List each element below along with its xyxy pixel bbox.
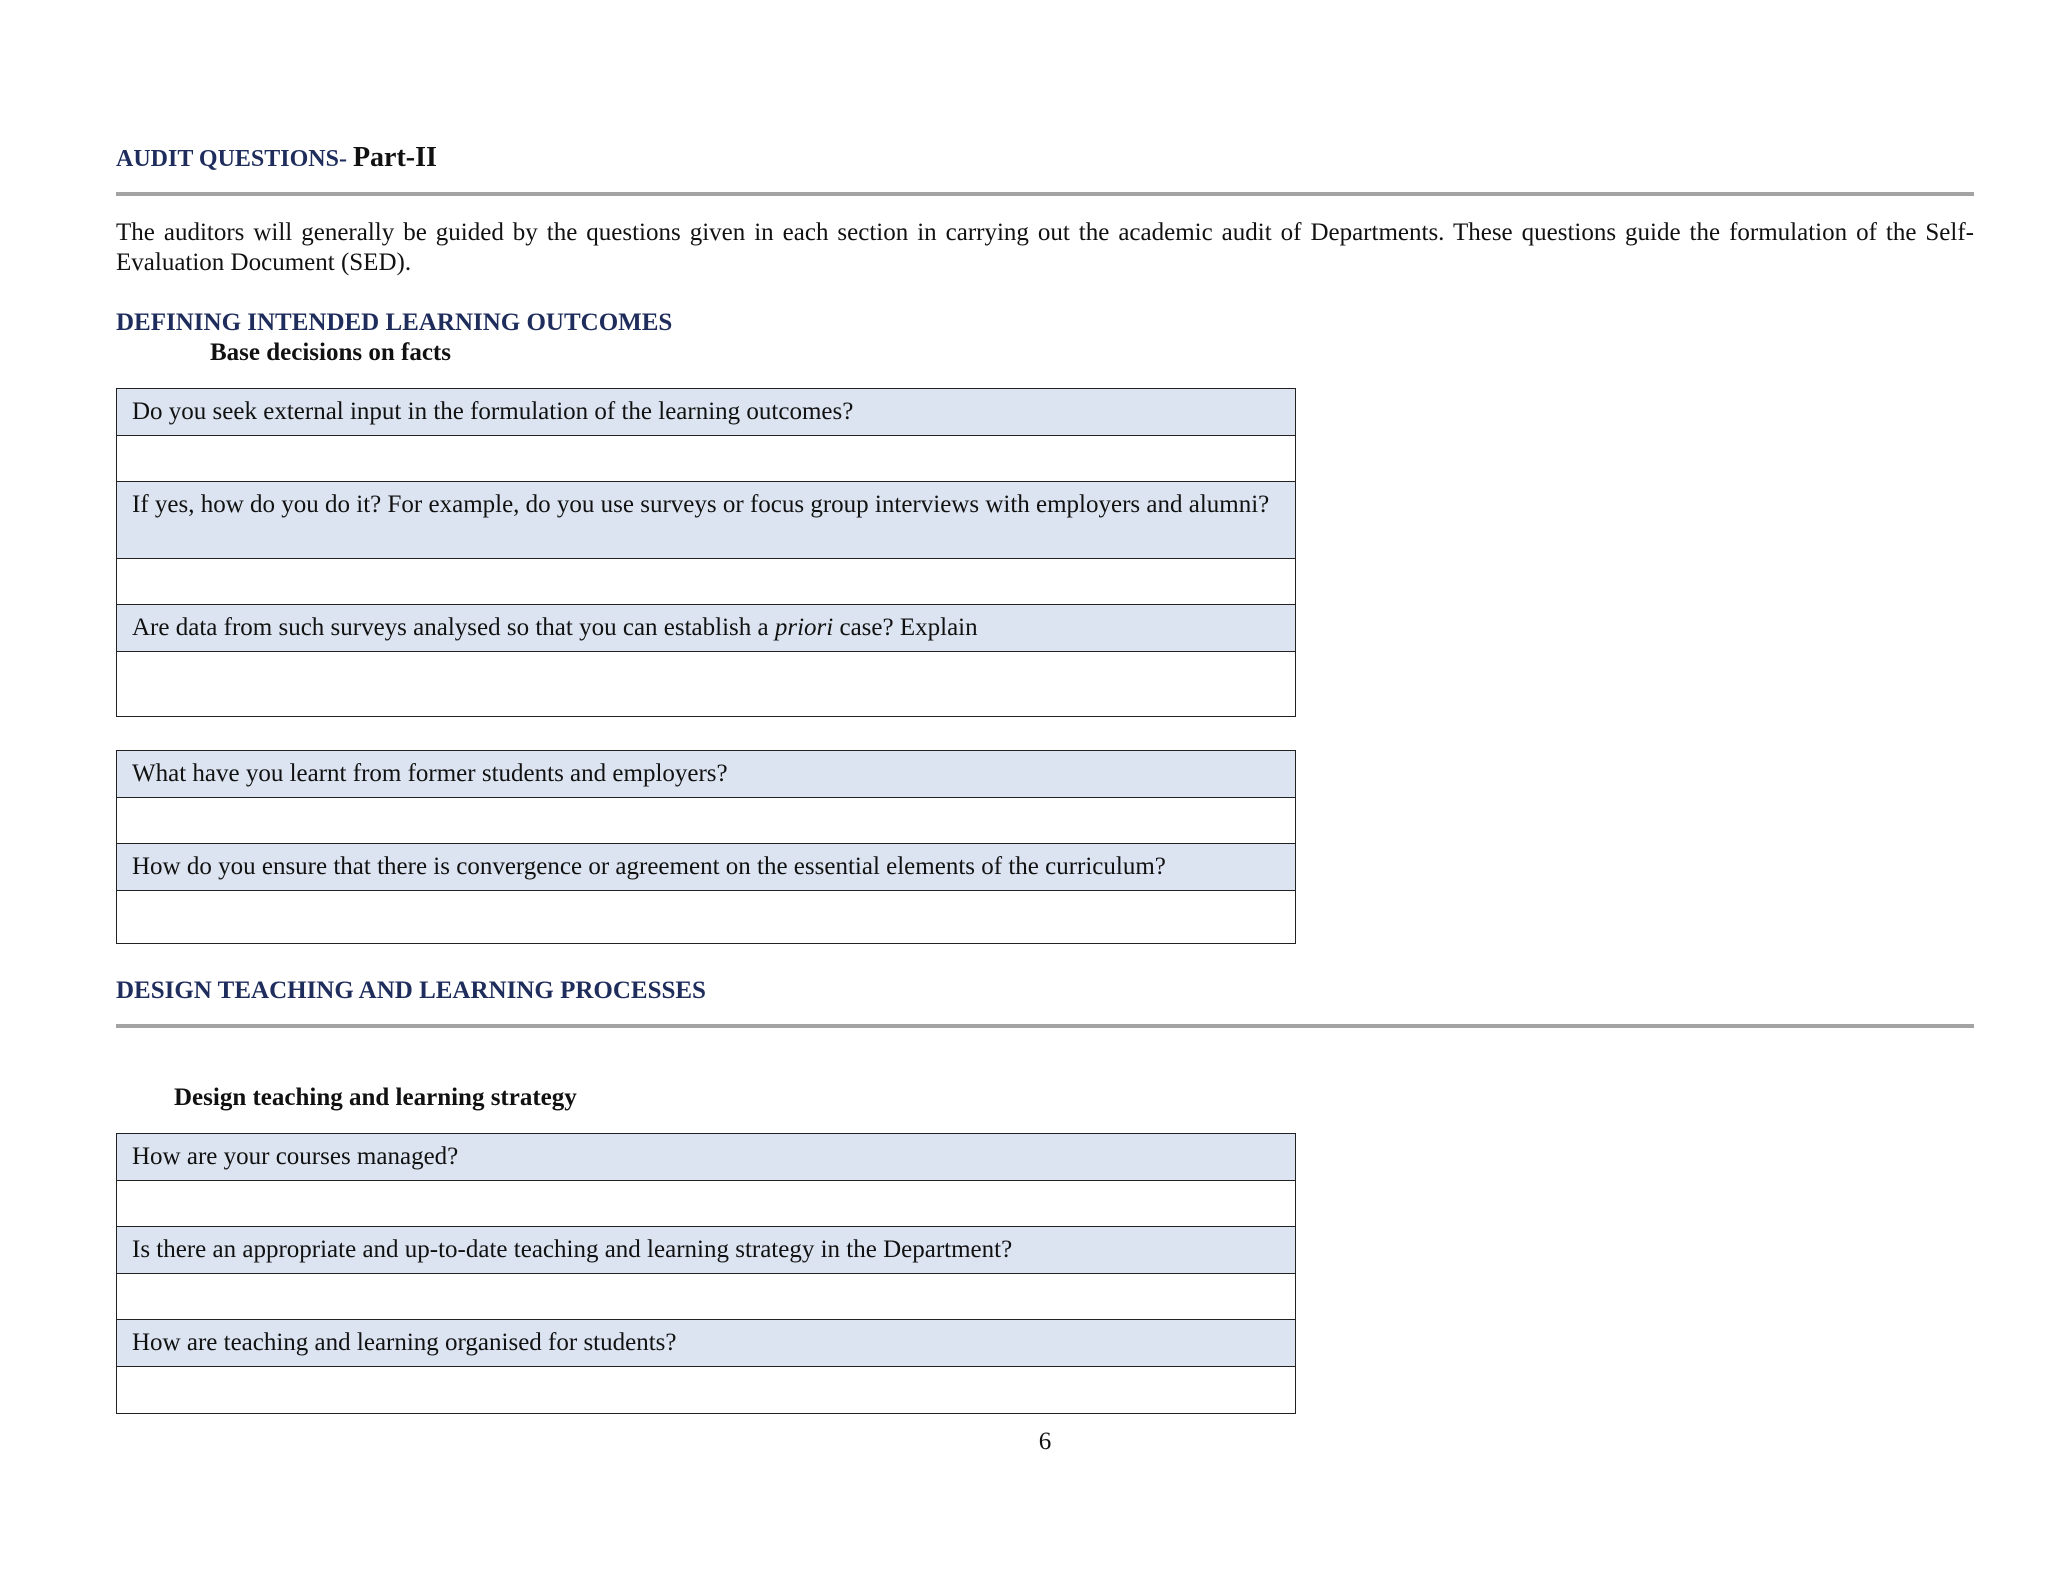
question-row [117,605,1295,652]
question-text: How do you ensure that there is convergence or agreement on the essential elements of the curriculum? [132,853,1166,880]
answer-cell[interactable] [117,891,1295,943]
page-heading [116,142,437,174]
question-row [117,482,1295,559]
heading-title: AUDIT QUESTIONS- [116,146,347,172]
answer-cell[interactable] [117,1367,1295,1413]
section-title-learning-outcomes: DEFINING INTENDED LEARNING OUTCOMES [116,309,673,336]
answer-cell[interactable] [117,798,1295,844]
question-text-end: case? Explain [833,614,978,641]
questions-table-curriculum [116,750,1296,944]
question-text: How are your courses managed? [132,1143,459,1170]
question-row [117,1320,1295,1367]
question-emphasis: priori [774,614,834,641]
intro-paragraph: The auditors will generally be guided by the questions given in each section in carrying out the academic audit of Departments. These questions guide the formulation of the Self-Evaluation Document (SED). [116,219,1974,276]
question-row [117,389,1295,436]
question-row [117,1134,1295,1181]
answer-cell[interactable] [117,1274,1295,1320]
question-text: If yes, how do you do it? For example, do you use surveys or focus group interviews with employers and alumni? [132,491,1270,518]
question-row [117,844,1295,891]
answer-cell[interactable] [117,436,1295,482]
question-row [117,1227,1295,1274]
question-row [117,751,1295,798]
question-text: Is there an appropriate and up-to-date teaching and learning strategy in the Department? [132,1236,1013,1263]
answer-cell[interactable] [117,652,1295,716]
page-number: 6 [1038,1428,1052,1455]
heading-divider [116,192,1974,196]
questions-table-teaching [116,1133,1296,1414]
subsection-title-strategy: Design teaching and learning strategy [174,1084,577,1111]
subsection-title-facts: Base decisions on facts [210,339,451,366]
question-text: Are data from such surveys analysed so that you can establish a [132,614,775,641]
answer-cell[interactable] [117,1181,1295,1227]
section-title-teaching-processes: DESIGN TEACHING AND LEARNING PROCESSES [116,977,706,1004]
question-text: What have you learnt from former students and employers? [132,760,728,787]
heading-part: Part-II [352,142,437,173]
answer-cell[interactable] [117,559,1295,605]
section-divider [116,1024,1974,1028]
questions-table-outcomes [116,388,1296,717]
question-text: How are teaching and learning organised for students? [132,1329,677,1356]
question-text: Do you seek external input in the formulation of the learning outcomes? [132,398,854,425]
